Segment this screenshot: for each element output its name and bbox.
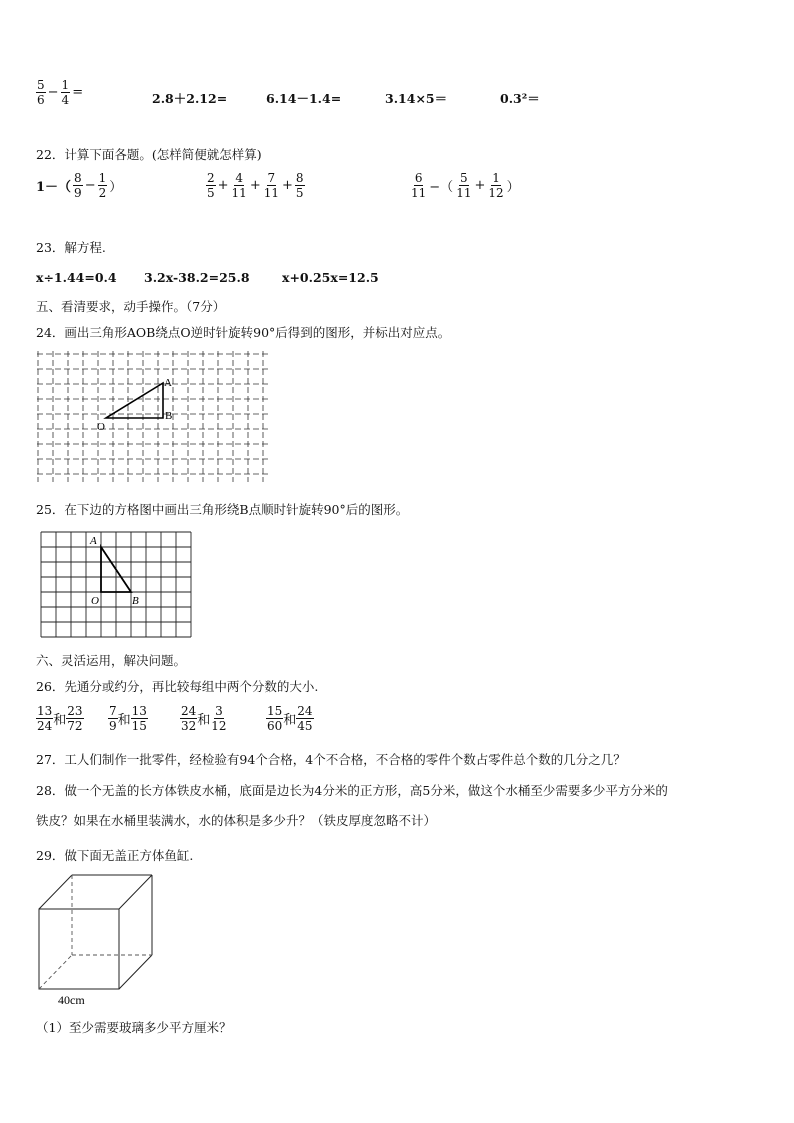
square-grid xyxy=(41,532,191,637)
fraction-numerator: 13 xyxy=(37,704,53,718)
label-o: O xyxy=(91,595,99,607)
q22-expr-1 xyxy=(36,171,124,200)
fraction-numerator: 8 xyxy=(74,171,82,185)
q21-item-3: 6.14－1.4= xyxy=(266,91,342,106)
q21-item-1 xyxy=(36,78,85,107)
fraction-numerator: 1 xyxy=(98,171,107,185)
fraction-denominator: 12 xyxy=(488,186,504,200)
dashed-grid xyxy=(37,351,268,482)
label-b: B xyxy=(132,595,139,607)
fraction-denominator: 72 xyxy=(67,719,83,733)
q23-equation-1: x÷1.44=0.4 xyxy=(36,270,117,285)
q22-title: 22．计算下面各题。(怎样简便就怎样算) xyxy=(36,147,262,162)
operator: + xyxy=(249,178,261,193)
fraction-denominator: 9 xyxy=(74,186,82,200)
fraction-denominator: 11 xyxy=(411,186,427,200)
fraction-denominator: 32 xyxy=(181,719,197,733)
fraction-denominator: 9 xyxy=(109,719,117,733)
section-6-heading: 六、灵活运用，解决问题。 xyxy=(36,653,187,668)
fraction-denominator: 5 xyxy=(295,186,304,200)
and-word: 和 xyxy=(53,713,67,728)
fraction-denominator: 15 xyxy=(131,719,147,733)
label-a: A xyxy=(164,377,172,389)
q21-item-5: 0.3²＝ xyxy=(500,91,540,106)
fraction-numerator: 3 xyxy=(215,704,223,718)
operator: ） xyxy=(506,180,520,195)
q26-title: 26．先通分或约分，再比较每组中两个分数的大小. xyxy=(36,679,319,694)
q22-expr-2 xyxy=(206,171,305,200)
operator: −（ xyxy=(429,180,454,195)
fraction-numerator: 6 xyxy=(414,171,423,185)
dimension-label: 40cm xyxy=(58,993,85,1007)
triangle-aob xyxy=(106,383,163,418)
fraction-denominator: 6 xyxy=(37,93,45,107)
q26-pair-4 xyxy=(266,704,314,733)
q28-line-2: 铁皮？如果在水桶里装满水，水的体积是多少升？（铁皮厚度忽略不计） xyxy=(36,813,437,828)
fraction-numerator: 1 xyxy=(492,171,500,185)
fraction-denominator: 60 xyxy=(267,719,283,733)
q26-pair-2 xyxy=(108,704,148,733)
q25-title: 25．在下边的方格图中画出三角形绕B点顺时针旋转90°后的图形。 xyxy=(36,502,409,517)
fraction-denominator: 11 xyxy=(456,186,472,200)
label-a: A xyxy=(90,535,97,547)
q24-dashed-grid-figure xyxy=(36,350,270,484)
fraction-denominator: 11 xyxy=(263,186,280,200)
fraction-numerator: 2 xyxy=(207,171,215,185)
operator: + xyxy=(217,178,229,193)
and-word: 和 xyxy=(283,713,297,728)
q29-sub-question-1: （1）至少需要玻璃多少平方厘米？ xyxy=(36,1020,232,1035)
label-b: B xyxy=(165,410,173,422)
q27-text: 27．工人们制作一批零件，经检验有94个合格，4个不合格，不合格的零件个数占零件总个数的几分之几？ xyxy=(36,752,626,767)
q24-title: 24．画出三角形AOB绕点O逆时针旋转90°后得到的图形，并标出对应点。 xyxy=(36,325,451,340)
fraction-numerator: 5 xyxy=(37,78,45,92)
and-word: 和 xyxy=(117,713,131,728)
q23-equation-3: x+0.25x=12.5 xyxy=(282,270,379,285)
fraction-denominator: 12 xyxy=(211,719,227,733)
fraction-numerator: 13 xyxy=(131,704,147,718)
q25-grid-figure xyxy=(38,530,194,640)
q29-cube-figure xyxy=(30,868,160,1008)
q23-equation-2: 3.2x-38.2=25.8 xyxy=(144,270,250,285)
fraction-numerator: 8 xyxy=(295,171,304,185)
q21-item-4: 3.14×5＝ xyxy=(385,91,448,106)
fraction-denominator: 45 xyxy=(297,719,313,733)
fraction-numerator: 15 xyxy=(267,704,283,718)
fraction-denominator: 4 xyxy=(61,93,70,107)
operator: + xyxy=(282,178,293,193)
q26-pair-1 xyxy=(36,704,84,733)
q26-pair-3 xyxy=(180,704,228,733)
fraction-numerator: 24 xyxy=(181,704,197,718)
label-o: O xyxy=(97,421,105,433)
fraction-numerator: 5 xyxy=(460,171,468,185)
fraction-numerator: 7 xyxy=(109,704,117,718)
q23-title: 23．解方程. xyxy=(36,240,106,255)
q29-title: 29．做下面无盖正方体鱼缸. xyxy=(36,848,194,863)
fraction-numerator: 23 xyxy=(67,704,83,718)
fraction-denominator: 11 xyxy=(231,186,247,200)
q21-item-2: 2.8＋2.12= xyxy=(152,91,228,106)
operator: − xyxy=(84,178,96,193)
operator: = xyxy=(72,85,84,100)
operator: 1－（ xyxy=(36,180,72,195)
operator: − xyxy=(47,85,59,100)
fraction-numerator: 4 xyxy=(235,171,243,185)
and-word: 和 xyxy=(197,713,211,728)
fraction-numerator: 24 xyxy=(297,704,313,718)
fraction-denominator: 2 xyxy=(98,186,107,200)
operator: + xyxy=(474,178,486,193)
fraction-numerator: 7 xyxy=(267,171,276,185)
operator: ） xyxy=(109,180,123,195)
section-5-heading: 五、看清要求，动手操作。（7分） xyxy=(36,299,226,314)
q28-line-1: 28．做一个无盖的长方体铁皮水桶，底面是边长为4分米的正方形，高5分米，做这个水桶至少需要多少平方分米的 xyxy=(36,783,668,798)
fraction-denominator: 5 xyxy=(207,186,215,200)
fraction-denominator: 24 xyxy=(37,719,53,733)
fraction-numerator: 1 xyxy=(61,78,70,92)
q22-expr-3 xyxy=(410,171,522,200)
